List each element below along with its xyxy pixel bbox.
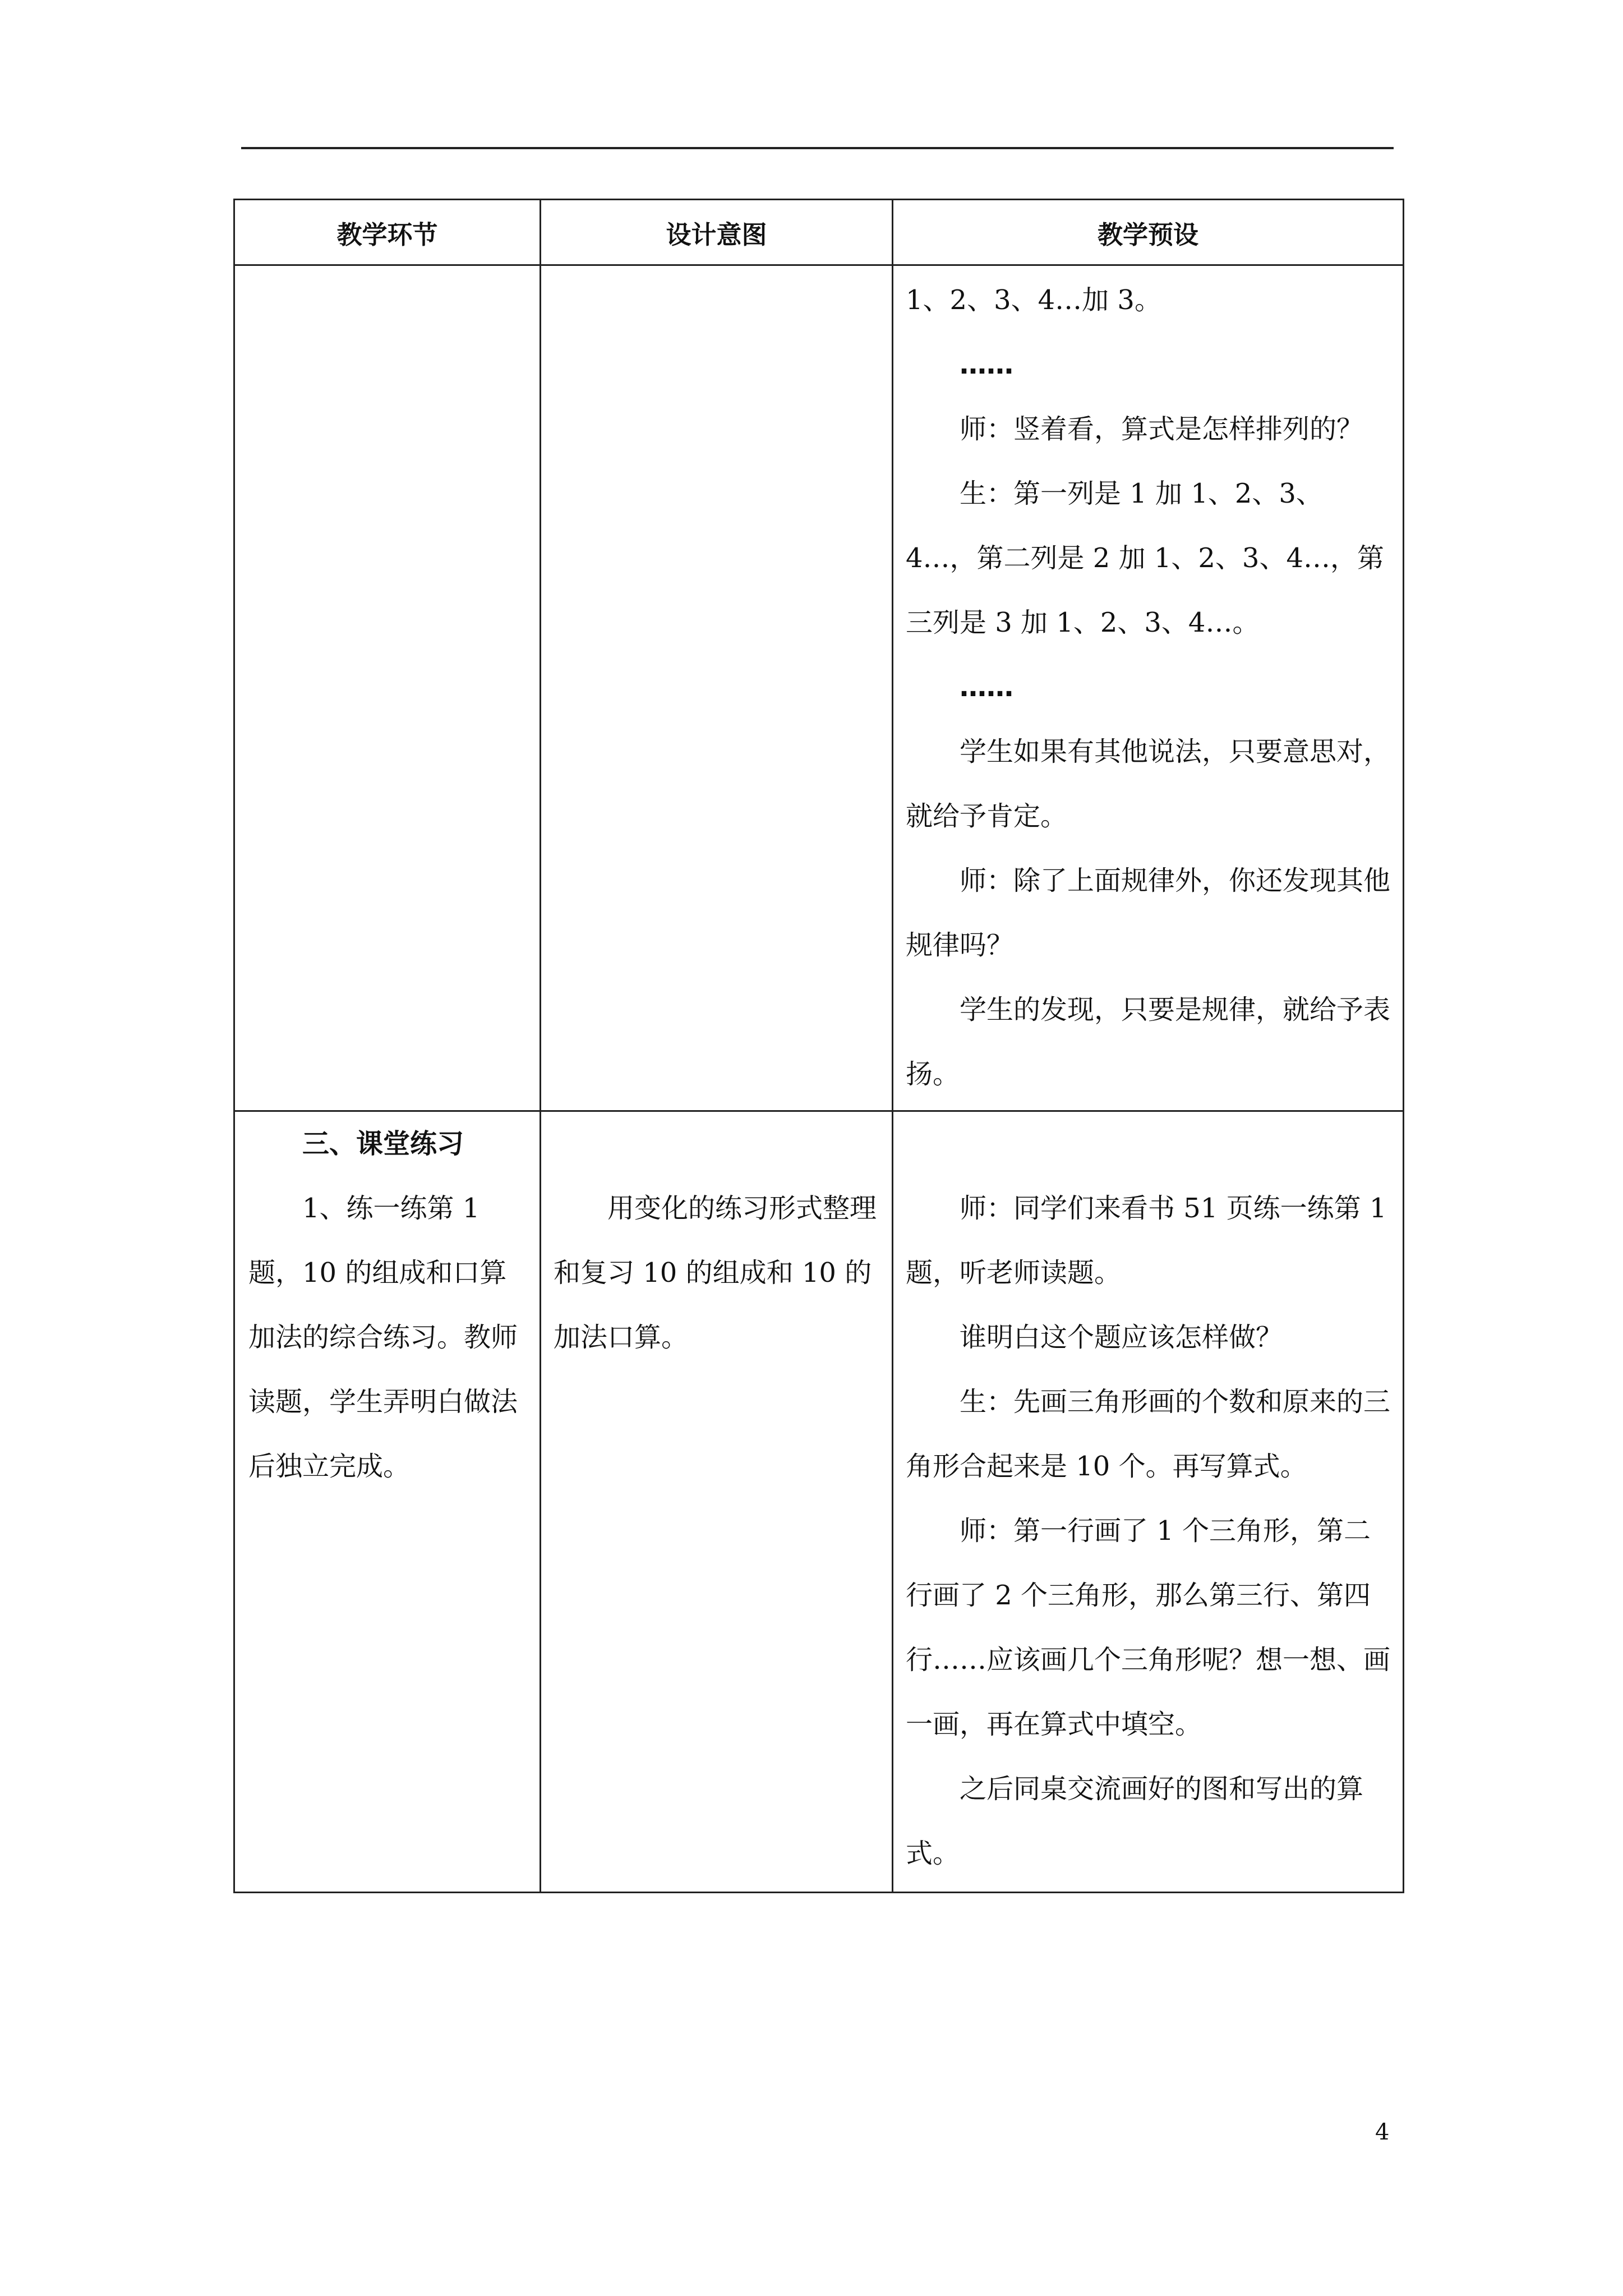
row1-preset-cell — [893, 265, 1404, 1111]
paragraph: 三、课堂练习 — [302, 1128, 464, 1159]
paragraph: 1、练一练第 1 题，10 的组成和口算加法的综合练习。教师读题，学生弄明白做法后独立完成。 — [248, 1193, 518, 1482]
paragraph — [906, 1112, 1390, 1176]
paragraph: 用变化的练习形式整理和复习 10 的组成和 10 的加法口算。 — [554, 1193, 877, 1353]
paragraph: 之后同桌交流画好的图和写出的算式。 — [906, 1773, 1364, 1869]
lesson-plan-table — [233, 199, 1404, 1893]
paragraph: 学生的发现，只要是规律，就给予表扬。 — [906, 994, 1391, 1090]
row2-intent-cell — [541, 1111, 893, 1893]
header-rule — [241, 147, 1394, 149]
table-header-row — [234, 200, 1404, 265]
row2-preset-cell — [893, 1111, 1404, 1893]
paragraph — [554, 1112, 879, 1176]
table-row — [234, 1111, 1404, 1893]
header-design-intent: 设计意图 — [541, 200, 893, 265]
page-number: 4 — [1375, 2119, 1390, 2145]
paragraph: …… — [960, 671, 1013, 703]
header-teaching-stage: 教学环节 — [234, 200, 541, 265]
paragraph: 师：同学们来看书 51 页练一练第 1 题，听老师读题。 — [906, 1193, 1387, 1289]
paragraph: 谁明白这个题应该怎样做？ — [960, 1322, 1283, 1353]
paragraph: 师：竖着看，算式是怎样排列的？ — [960, 413, 1364, 445]
paragraph: 生：第一列是 1 加 1、2、3、4…，第二列是 2 加 1、2、3、4…，第三列是 3 加 1、2、3、4…。 — [906, 478, 1385, 638]
row2-stage-cell — [234, 1111, 541, 1893]
row1-stage-cell — [234, 265, 541, 1111]
paragraph: …… — [960, 349, 1013, 380]
row1-intent-cell — [541, 265, 893, 1111]
paragraph: 1、2、3、4…加 3。 — [906, 284, 1161, 316]
paragraph: 生：先画三角形画的个数和原来的三角形合起来是 10 个。再写算式。 — [906, 1386, 1391, 1482]
header-teaching-preset: 教学预设 — [893, 200, 1404, 265]
table-row — [234, 265, 1404, 1111]
paragraph: 师：第一行画了 1 个三角形，第二行画了 2 个三角形，那么第三行、第四行……应该画几个三角形呢？想一想、画一画，再在算式中填空。 — [906, 1515, 1391, 1740]
paragraph: 师：除了上面规律外，你还发现其他规律吗？ — [906, 865, 1391, 961]
paragraph: 学生如果有其他说法，只要意思对，就给予肯定。 — [906, 736, 1391, 832]
